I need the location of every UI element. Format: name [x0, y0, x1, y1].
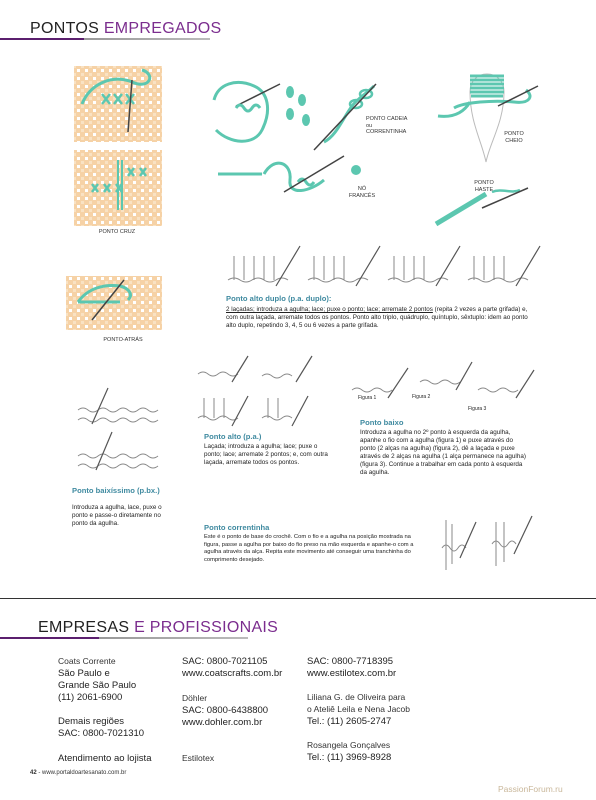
- page-footer: [30, 770, 126, 776]
- section-title-dark: PONTOS: [30, 20, 104, 37]
- caption-no-frances: NÓ FRANCÊS: [348, 186, 376, 199]
- col1-line4: (11) 2061-6900: [58, 692, 123, 703]
- col3-line5: Tel.: (11) 2605-2747: [307, 716, 392, 727]
- col2-line3: Döhler: [182, 693, 208, 703]
- caption-ponto-atras: PONTO-ATRÁS: [103, 337, 143, 343]
- title-baixo: Ponto baixo: [360, 418, 404, 427]
- col3-line2: www.estilotex.com.br: [307, 668, 397, 679]
- text-alto: Laçada; introduza a agulha; lace; puxe o ponto; lace; arremate 2 pontos; e, com outra laçada, arremate todos os pontos.: [204, 443, 328, 466]
- caption-ponto-haste: PONTO HASTE: [474, 180, 494, 193]
- section-title-pontos: [30, 20, 222, 38]
- baixissimo-illustration: [72, 380, 168, 474]
- alto-duplo-illustration: [224, 242, 544, 292]
- col3-line6: Rosangela Gonçalves: [307, 740, 391, 750]
- col2-line6: Estilotex: [182, 753, 215, 763]
- caption-ponto-cruz: PONTO CRUZ: [98, 229, 136, 235]
- title-alto-duplo: Ponto alto duplo (p.a. duplo):: [226, 294, 332, 303]
- text-correntinha: Este é o ponto de base do crochê. Com o fio e a agulha na posição mostrada na figura, passe a agulha por baixo do fio preso na mão esquerda e apanhe-o com a agulha através da alça. Repita este movimento até conseguir uma tranchinha do comprimento desejado.: [204, 534, 414, 563]
- ponto-baixo-illustration: [348, 358, 548, 414]
- col2-line5: www.dohler.com.br: [182, 717, 263, 728]
- text-alto-duplo-underlined: 2 laçadas; introduza a agulha; lace; puxe o ponto; lace; arremate 2 pontos: [226, 306, 433, 313]
- correntinha-illustration: [436, 508, 540, 572]
- fig3-label: Figura 3: [468, 406, 487, 412]
- title-correntinha: Ponto correntinha: [204, 523, 270, 532]
- fig1-label: Figura 1: [358, 395, 377, 401]
- caption-ponto-cadeia: PONTO CADEIA ou CORRENTINHA: [366, 116, 408, 135]
- section-title-accent: EMPREGADOS: [103, 20, 222, 37]
- col1-line3: Grande São Paulo: [58, 680, 137, 691]
- col1-line1: Coats Corrente: [58, 656, 116, 666]
- ponto-cheio-illustration: [434, 62, 544, 172]
- col2-line1: SAC: 0800-7021105: [182, 656, 268, 667]
- title-baixissimo: Ponto baixíssimo (p.bx.): [72, 486, 160, 495]
- col2-line2: www.coatscrafts.com.br: [182, 668, 283, 679]
- col1-line7: Atendimento ao lojista: [58, 753, 152, 764]
- col1-line5: Demais regiões: [58, 716, 124, 727]
- col3-line1: SAC: 0800-7718395: [307, 656, 394, 667]
- col1-line6: SAC: 0800-7021310: [58, 728, 145, 739]
- alto-illustration: [192, 352, 332, 430]
- text-baixissimo: Introduza a agulha, lace, puxe o ponto e passe-o diretamente no ponto da agulha.: [72, 504, 162, 527]
- watermark: PassionForum.ru: [498, 784, 563, 794]
- section-divider: [0, 598, 596, 599]
- footer-site: - www.portaldoartesanato.com.br: [36, 770, 127, 776]
- header-rule: [0, 38, 210, 40]
- col1-line2: São Paulo e: [58, 668, 110, 679]
- col3-line3: Liliana G. de Oliveira para: [307, 692, 406, 702]
- col2-line4: SAC: 0800-6438800: [182, 705, 269, 716]
- text-alto-duplo-rest: (repita 2 vezes a parte grifada) e, com outra laçada, arremate todos os pontos. Ponto alto triplo, quádruplo, quíntuplo, sêxtuplo: idem ao ponto alto duplo, repetindo 3, 4, 5 ou 6 vezes a parte grifada.: [226, 306, 528, 329]
- page-number: 42: [30, 770, 37, 776]
- section-title2-accent: E PROFISSIONAIS: [134, 619, 279, 636]
- section-title-empresas: [38, 619, 278, 637]
- col3-line4: o Ateliê Leila e Nena Jacob: [307, 704, 411, 714]
- text-baixo: Introduza a agulha no 2º ponto à esquerda da agulha, apanhe o fio com a agulha (figura 1) e puxe através do ponto (2 alças na agulha) (figura 2), dê a laçada e puxe através de 2 alças na agulha (1 alça permanece na agulha) (figura 3). Continue a trabalhar em cada ponto à esquerda da agulha.: [360, 429, 526, 476]
- title-alto: Ponto alto (p.a.): [204, 432, 262, 441]
- text-alto-duplo: [226, 306, 528, 330]
- section-title2-dark: EMPRESAS: [38, 619, 135, 636]
- ponto-atras-illustration: [64, 272, 164, 334]
- col3-line7: Tel.: (11) 3969-8928: [307, 752, 392, 763]
- fig2-label: Figura 2: [412, 394, 431, 400]
- ponto-cruz-illustration: [72, 64, 164, 228]
- caption-ponto-cheio: PONTO CHEIO: [504, 131, 524, 144]
- ponto-cadeia-illustration: [206, 70, 406, 158]
- header2-rule: [0, 637, 248, 639]
